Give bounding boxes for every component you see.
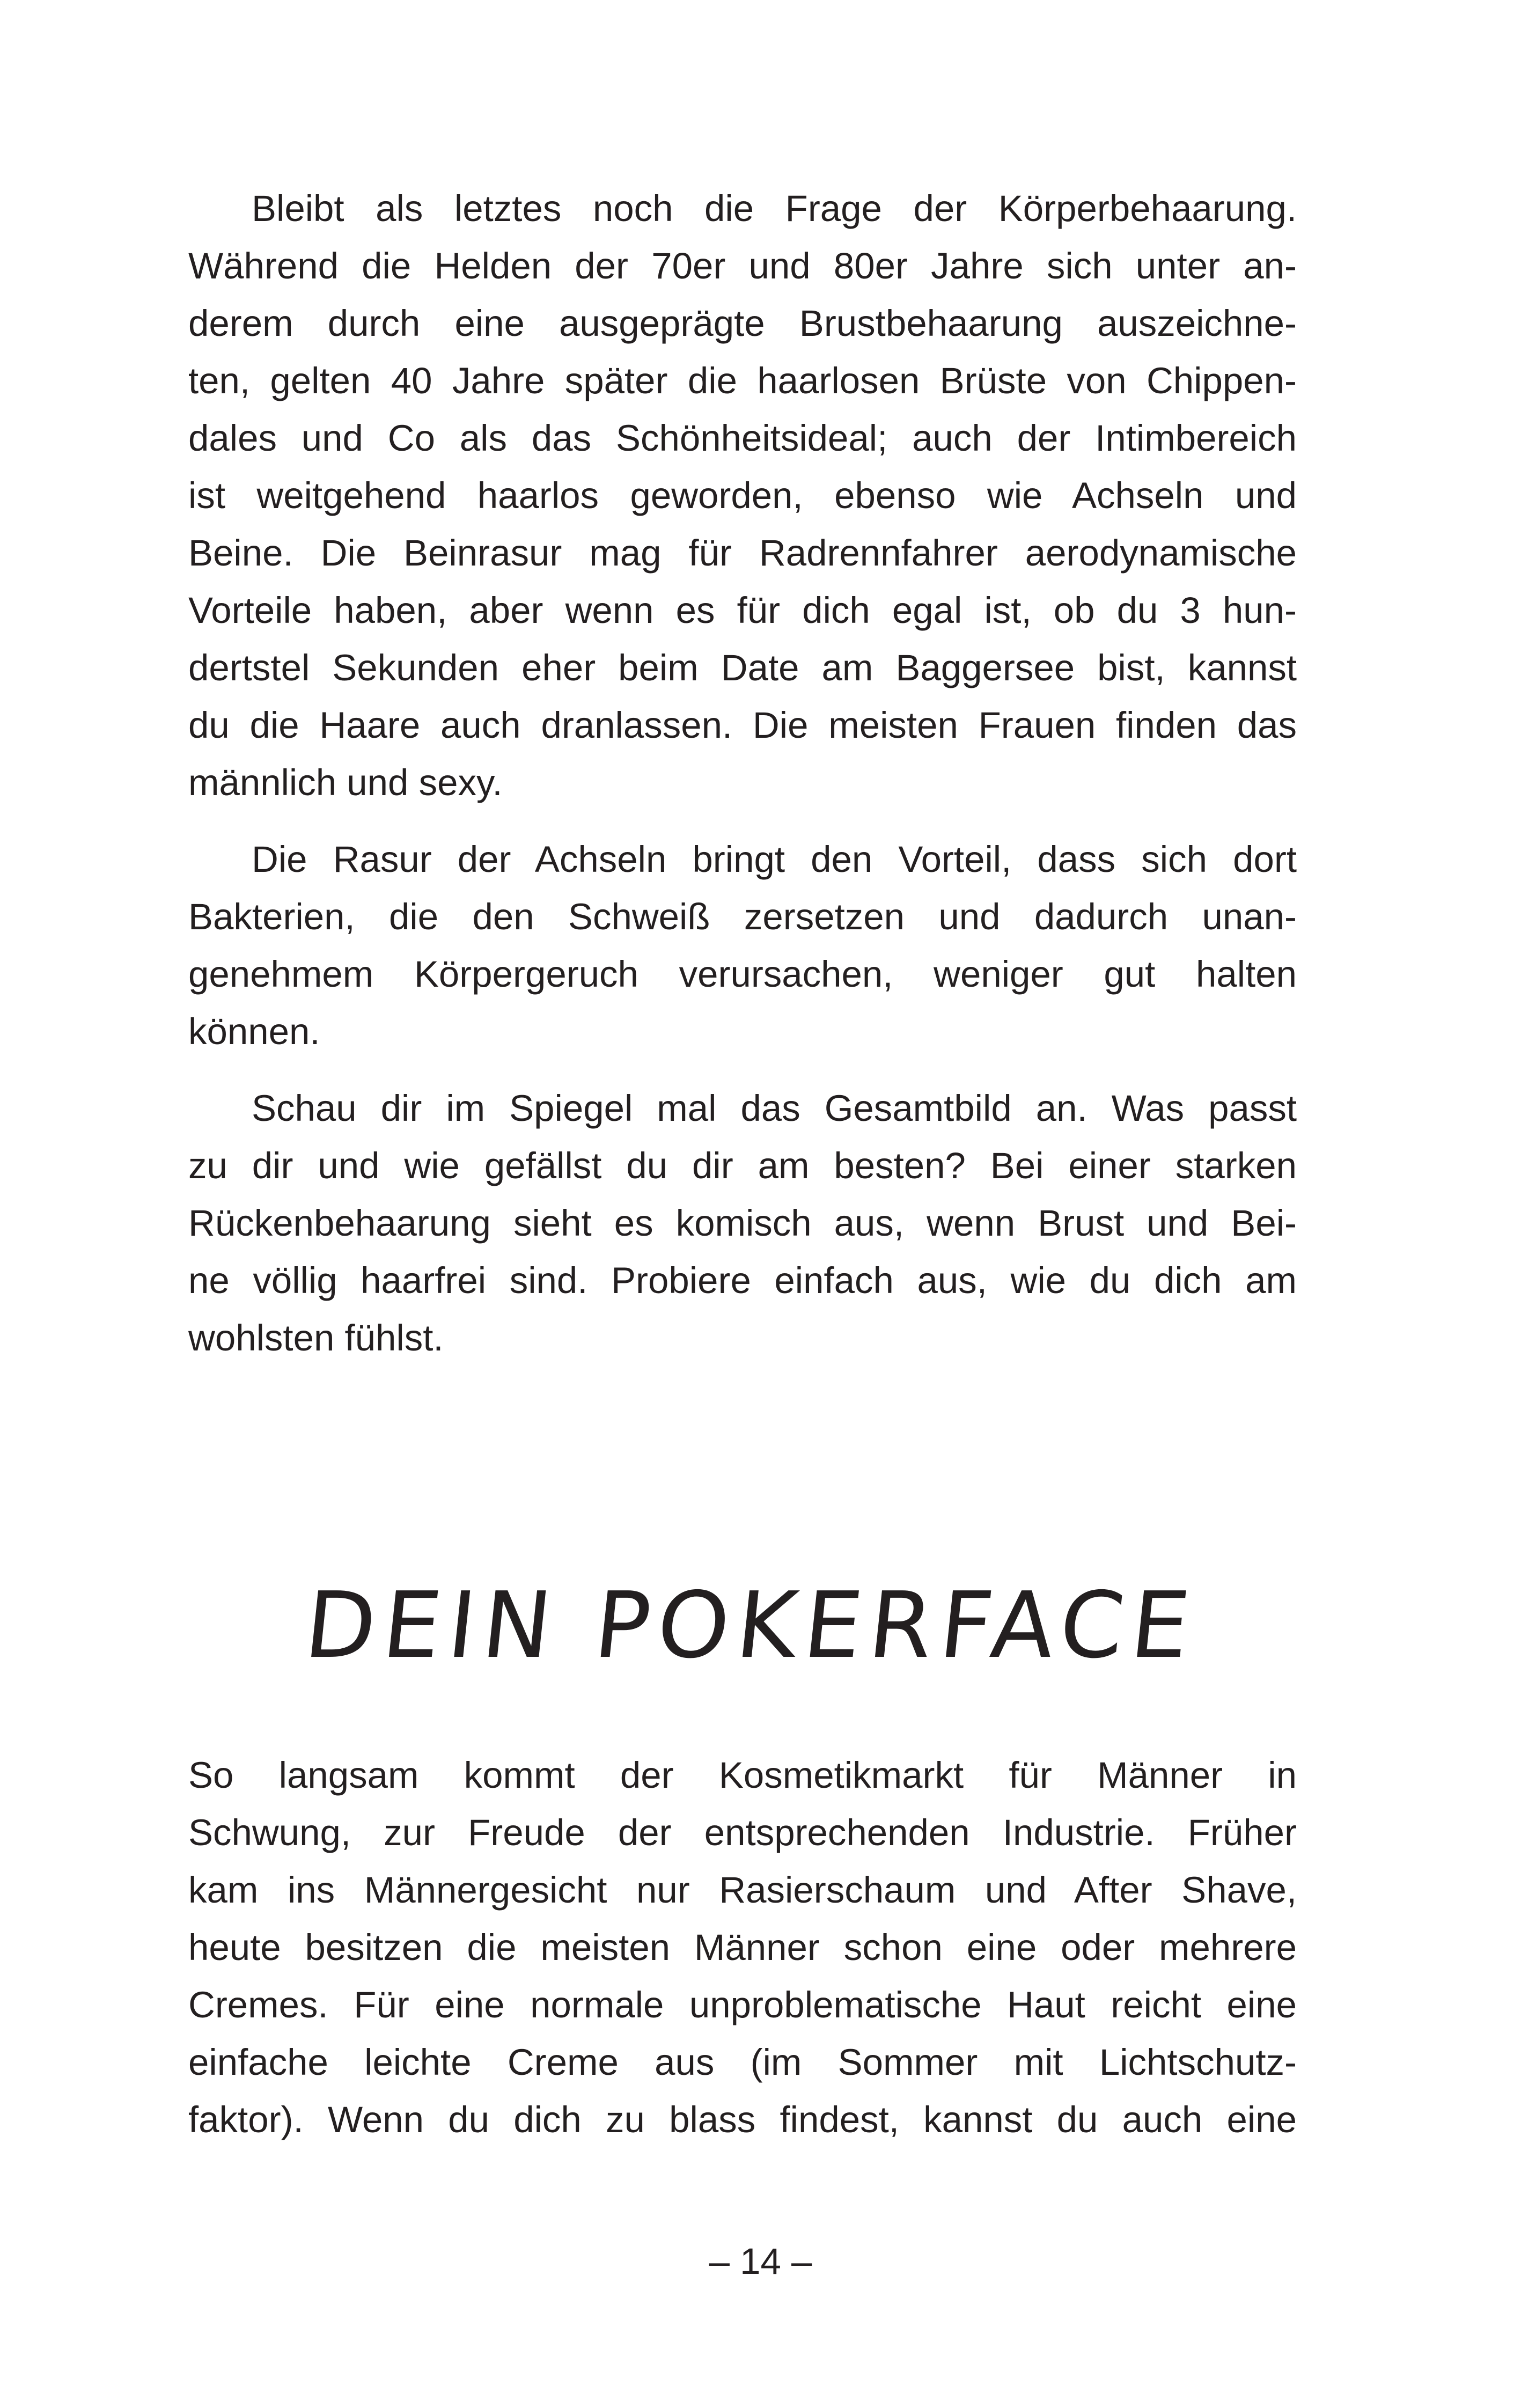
text-line: kam ins Männergesicht nur Rasierschaum und After Shave, [188,1869,1297,1911]
text-line: Schau dir im Spiegel mal das Gesamtbild an. Was passt [252,1088,1297,1129]
text-line: derem durch eine ausgeprägte Brustbehaarung auszeichne- [188,303,1297,344]
text-line: heute besitzen die meisten Männer schon eine oder mehrere [188,1927,1297,1968]
text-line: faktor). Wenn du dich zu blass findest, kannst du auch eine [188,2099,1297,2140]
paragraph-mirror [188,1080,1297,1367]
text-line: einfache leichte Creme aus (im Sommer mit Lichtschutz- [188,2042,1297,2083]
text-line: ne völlig haarfrei sind. Probiere einfach aus, wie du dich am [188,1260,1297,1301]
paragraph-cosmetics [188,1746,1297,2148]
text-line: Cremes. Für eine normale unproblematische Haut reicht eine [188,1984,1297,2025]
text-line: ten, gelten 40 Jahre später die haarlosen Brüste von Chippen- [188,360,1297,401]
text-line: Rückenbehaarung sieht es komisch aus, wenn Brust und Bei- [188,1202,1297,1244]
paragraph-body-hair [188,180,1297,811]
text-line: du die Haare auch dranlassen. Die meisten Frauen finden das [188,704,1297,746]
body-hair-section [188,180,1297,1367]
text-line: ist weitgehend haarlos geworden, ebenso wie Achseln und [188,475,1297,516]
text-line: dertstel Sekunden eher beim Date am Baggersee bist, kannst [188,647,1297,688]
paragraph-spacer [188,811,1297,831]
paragraph-spacer [188,1060,1297,1080]
text-line: So langsam kommt der Kosmetikmarkt für Männer in [188,1754,1297,1796]
text-line: genehmem Körpergeruch verursachen, weniger gut halten [188,953,1297,995]
text-line: Während die Helden der 70er und 80er Jahre sich unter an- [188,245,1297,287]
text-line: Schwung, zur Freude der entsprechenden Industrie. Früher [188,1812,1297,1853]
text-line: können. [188,1011,320,1052]
text-line: Beine. Die Beinrasur mag für Radrennfahrer aerodynamische [188,532,1297,574]
text-line: wohlsten fühlst. [188,1317,444,1359]
text-line: Vorteile haben, aber wenn es für dich egal ist, ob du 3 hun- [188,590,1297,631]
text-line: Bleibt als letztes noch die Frage der Körperbehaarung. [252,188,1297,229]
text-line: Die Rasur der Achseln bringt den Vorteil, dass sich dort [252,839,1297,880]
section-heading: DEIN POKERFACE [300,1573,1202,1679]
text-line: Bakterien, die den Schweiß zersetzen und dadurch unan- [188,896,1297,937]
text-line: männlich und sexy. [188,762,503,803]
pokerface-section [188,1746,1297,2148]
text-line: dales und Co als das Schönheitsideal; auch der Intimbereich [188,417,1297,459]
page-number: – 14 – [709,2241,812,2282]
paragraph-armpits [188,831,1297,1060]
text-line: zu dir und wie gefällst du dir am besten? Bei einer starken [188,1145,1297,1186]
